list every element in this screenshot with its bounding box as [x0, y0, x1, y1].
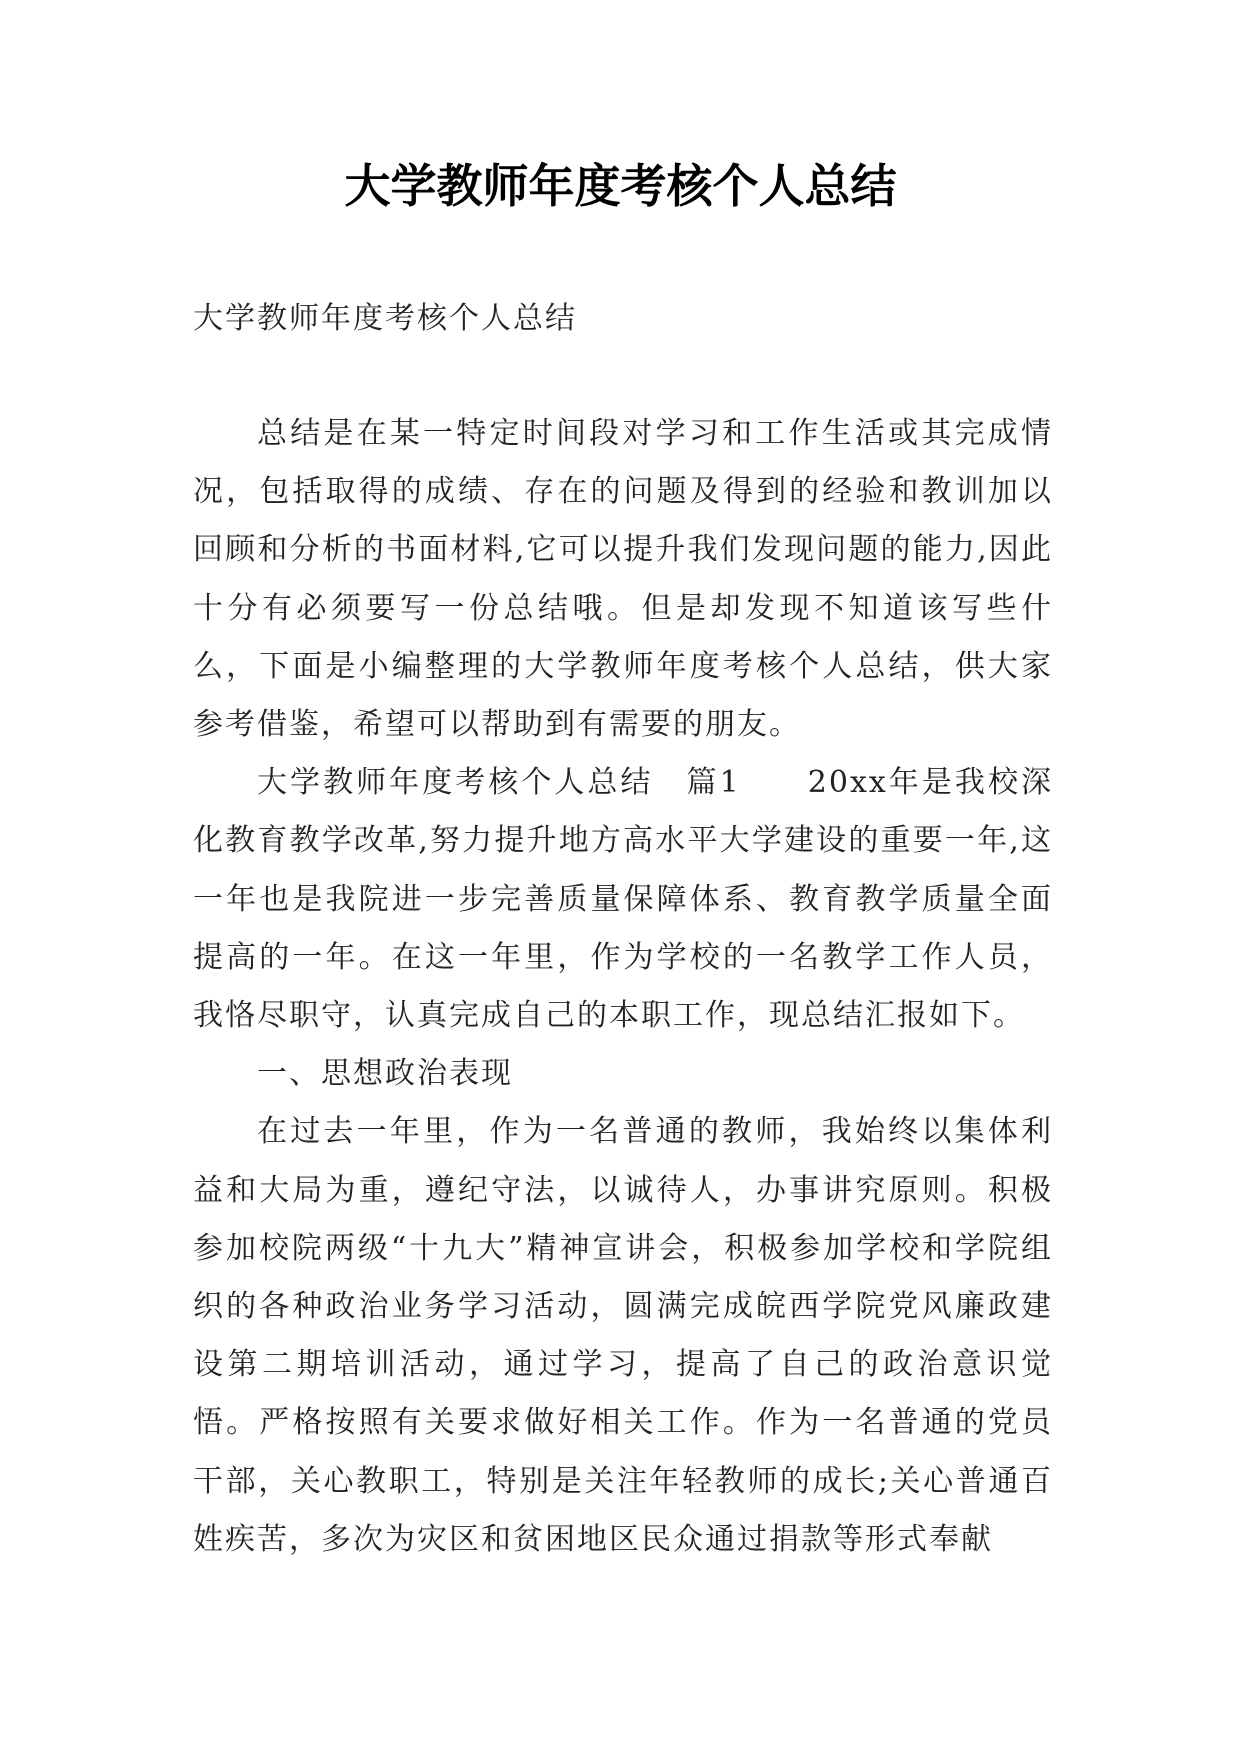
paragraph-part-1: 大学教师年度考核个人总结 篇1 20xx年是我校深化教育教学改革,努力提升地方高水平大学建设的重要一年,这一年也是我院进一步完善质量保障体系、教育教学质量全面提高的一年。在这一年里，作为学校的一名教学工作人员，我恪尽职守，认真完成自己的本职工作，现总结汇报如下。 — [193, 765, 1053, 1034]
document-subtitle: 大学教师年度考核个人总结 — [193, 301, 577, 336]
document-title: 大学教师年度考核个人总结 — [344, 159, 897, 213]
section-heading-political: 一、思想政治表现 — [257, 1056, 513, 1092]
document-body — [193, 405, 1053, 1569]
paragraph-intro: 总结是在某一特定时间段对学习和工作生活或其完成情况，包括取得的成绩、存在的问题及得到的经验和教训加以回顾和分析的书面材料,它可以提升我们发现问题的能力,因此十分有必须要写一份总结哦。但是却发现不知道该写些什么，下面是小编整理的大学教师年度考核个人总结，供大家参考借鉴，希望可以帮助到有需要的朋友。 — [193, 416, 1053, 743]
paragraph-political: 在过去一年里，作为一名普通的教师，我始终以集体利益和大局为重，遵纪守法，以诚待人，办事讲究原则。积极参加校院两级“十九大”精神宣讲会，积极参加学校和学院组织的各种政治业务学习活动，圆满完成皖西学院党风廉政建设第二期培训活动，通过学习，提高了自己的政治意识觉悟。严格按照有关要求做好相关工作。作为一名普通的党员干部，关心教职工，特别是关注年轻教师的成长;关心普通百姓疾苦，多次为灾区和贫困地区民众通过捐款等形式奉献 — [193, 1114, 1053, 1557]
